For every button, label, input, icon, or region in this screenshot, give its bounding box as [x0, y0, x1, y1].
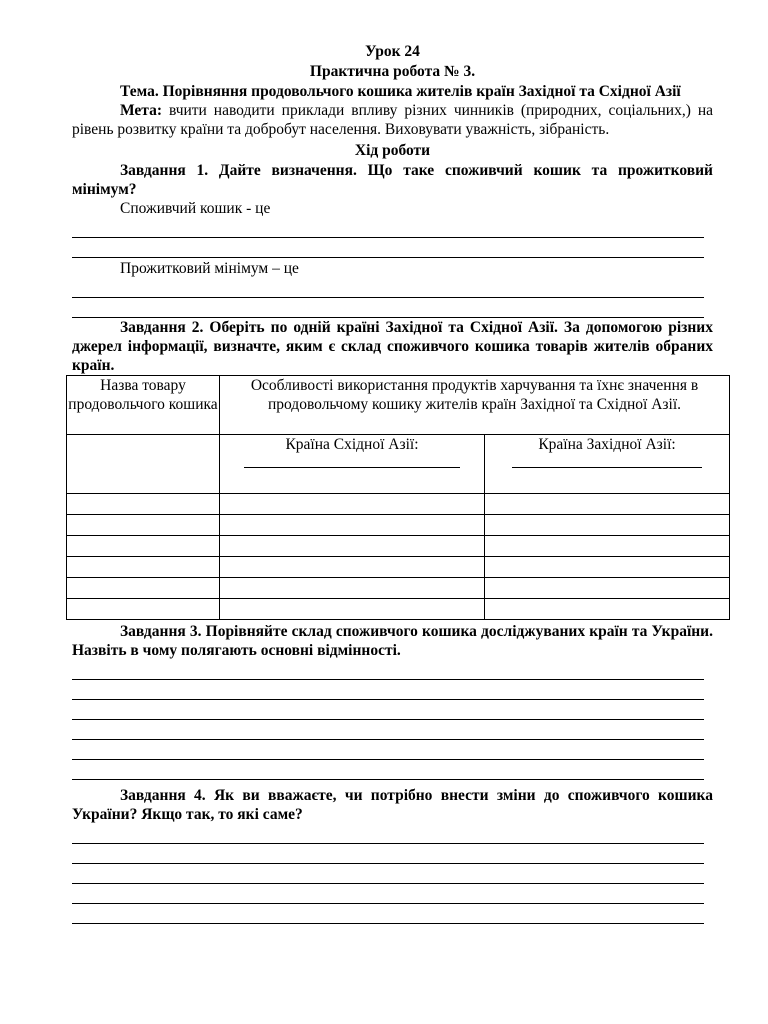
task4-title: Завдання 4. Як ви вважаєте, чи потрібно внести зміни до споживчого кошика України? Якщо так, то які саме?: [72, 787, 713, 823]
answer-line[interactable]: [72, 278, 704, 298]
table-row: [67, 494, 730, 515]
answer-line[interactable]: [72, 760, 704, 780]
table-cell[interactable]: [67, 435, 220, 494]
table-cell[interactable]: [220, 515, 485, 536]
col-features-header: Особливості використання продуктів харчування та їхнє значення в продовольчому кошику жителів країн Західної та Східної Азії.: [220, 376, 730, 435]
table-cell[interactable]: [67, 536, 220, 557]
table-cell[interactable]: [67, 515, 220, 536]
table-cell[interactable]: [67, 599, 220, 620]
answer-line[interactable]: [72, 864, 704, 884]
answer-line[interactable]: [72, 844, 704, 864]
theme-label: Тема.: [120, 83, 159, 100]
west-asia-country-cell[interactable]: [485, 435, 730, 494]
task1-term-consumer-basket: Споживчий кошик - це: [120, 200, 271, 217]
table-cell[interactable]: [67, 578, 220, 599]
goal-paragraph: [72, 101, 713, 139]
table-cell[interactable]: [485, 557, 730, 578]
table-cell[interactable]: [485, 578, 730, 599]
answer-line[interactable]: [72, 680, 704, 700]
east-asia-country-blank[interactable]: [244, 455, 460, 468]
table-row: [67, 578, 730, 599]
east-asia-country-cell[interactable]: [220, 435, 485, 494]
theme-text: Порівняння продовольчого кошика жителів країн Західної та Східної Азії: [162, 83, 681, 100]
answer-line[interactable]: [72, 660, 704, 680]
procedure-title: Хід роботи: [354, 142, 431, 159]
table-row: [67, 515, 730, 536]
table-row: [67, 536, 730, 557]
table-cell[interactable]: [67, 557, 220, 578]
answer-line[interactable]: [72, 824, 704, 844]
answer-line[interactable]: [72, 740, 704, 760]
task1-title: Завдання 1. Дайте визначення. Що таке споживчий кошик та прожитковий мінімум?: [72, 162, 713, 198]
table-cell[interactable]: [67, 494, 220, 515]
answer-line[interactable]: [72, 298, 704, 318]
table-header-row: [67, 376, 730, 435]
lesson-title: Урок 24: [365, 43, 420, 60]
answer-line[interactable]: [72, 884, 704, 904]
food-basket-table: [66, 375, 730, 620]
table-cell[interactable]: [220, 557, 485, 578]
answer-line[interactable]: [72, 904, 704, 924]
goal-label: Мета:: [120, 102, 163, 119]
table-country-row: [67, 435, 730, 494]
table-cell[interactable]: [485, 599, 730, 620]
goal-text: вчити наводити приклади впливу різних чинників (природних, соціальних,) на рівень розвитку країни та добробут населення. Виховувати уважність, зібраність.: [72, 102, 713, 138]
col-product-name-header: Назва товару продовольчого кошика: [67, 376, 220, 435]
table-cell[interactable]: [485, 515, 730, 536]
table-row: [67, 557, 730, 578]
table-row: [67, 599, 730, 620]
table-cell[interactable]: [220, 578, 485, 599]
west-asia-country-blank[interactable]: [512, 455, 702, 468]
answer-line[interactable]: [72, 238, 704, 258]
task2-title: Завдання 2. Оберіть по одній країні Західної та Східної Азії. За допомогою різних джерел інформації, визначте, яким є склад споживчого кошика товарів жителів обраних країн.: [72, 319, 713, 374]
table-cell[interactable]: [485, 536, 730, 557]
task3-title: Завдання 3. Порівняйте склад споживчого кошика досліджуваних країн та України. Назвіть в чому полягають основні відмінності.: [72, 623, 713, 659]
answer-line[interactable]: [72, 218, 704, 238]
table-cell[interactable]: [485, 494, 730, 515]
west-asia-country-label: Країна Західної Азії:: [538, 436, 676, 453]
east-asia-country-label: Країна Східної Азії:: [285, 436, 419, 453]
document-body: [68, 42, 713, 924]
table-cell[interactable]: [220, 599, 485, 620]
answer-line[interactable]: [72, 720, 704, 740]
answer-line[interactable]: [72, 700, 704, 720]
table-cell[interactable]: [220, 536, 485, 557]
theme-paragraph: [72, 82, 713, 101]
table-cell[interactable]: [220, 494, 485, 515]
practical-work-title: Практична робота № 3.: [309, 63, 476, 80]
task1-term-subsistence-minimum: Прожитковий мінімум – це: [120, 260, 299, 277]
